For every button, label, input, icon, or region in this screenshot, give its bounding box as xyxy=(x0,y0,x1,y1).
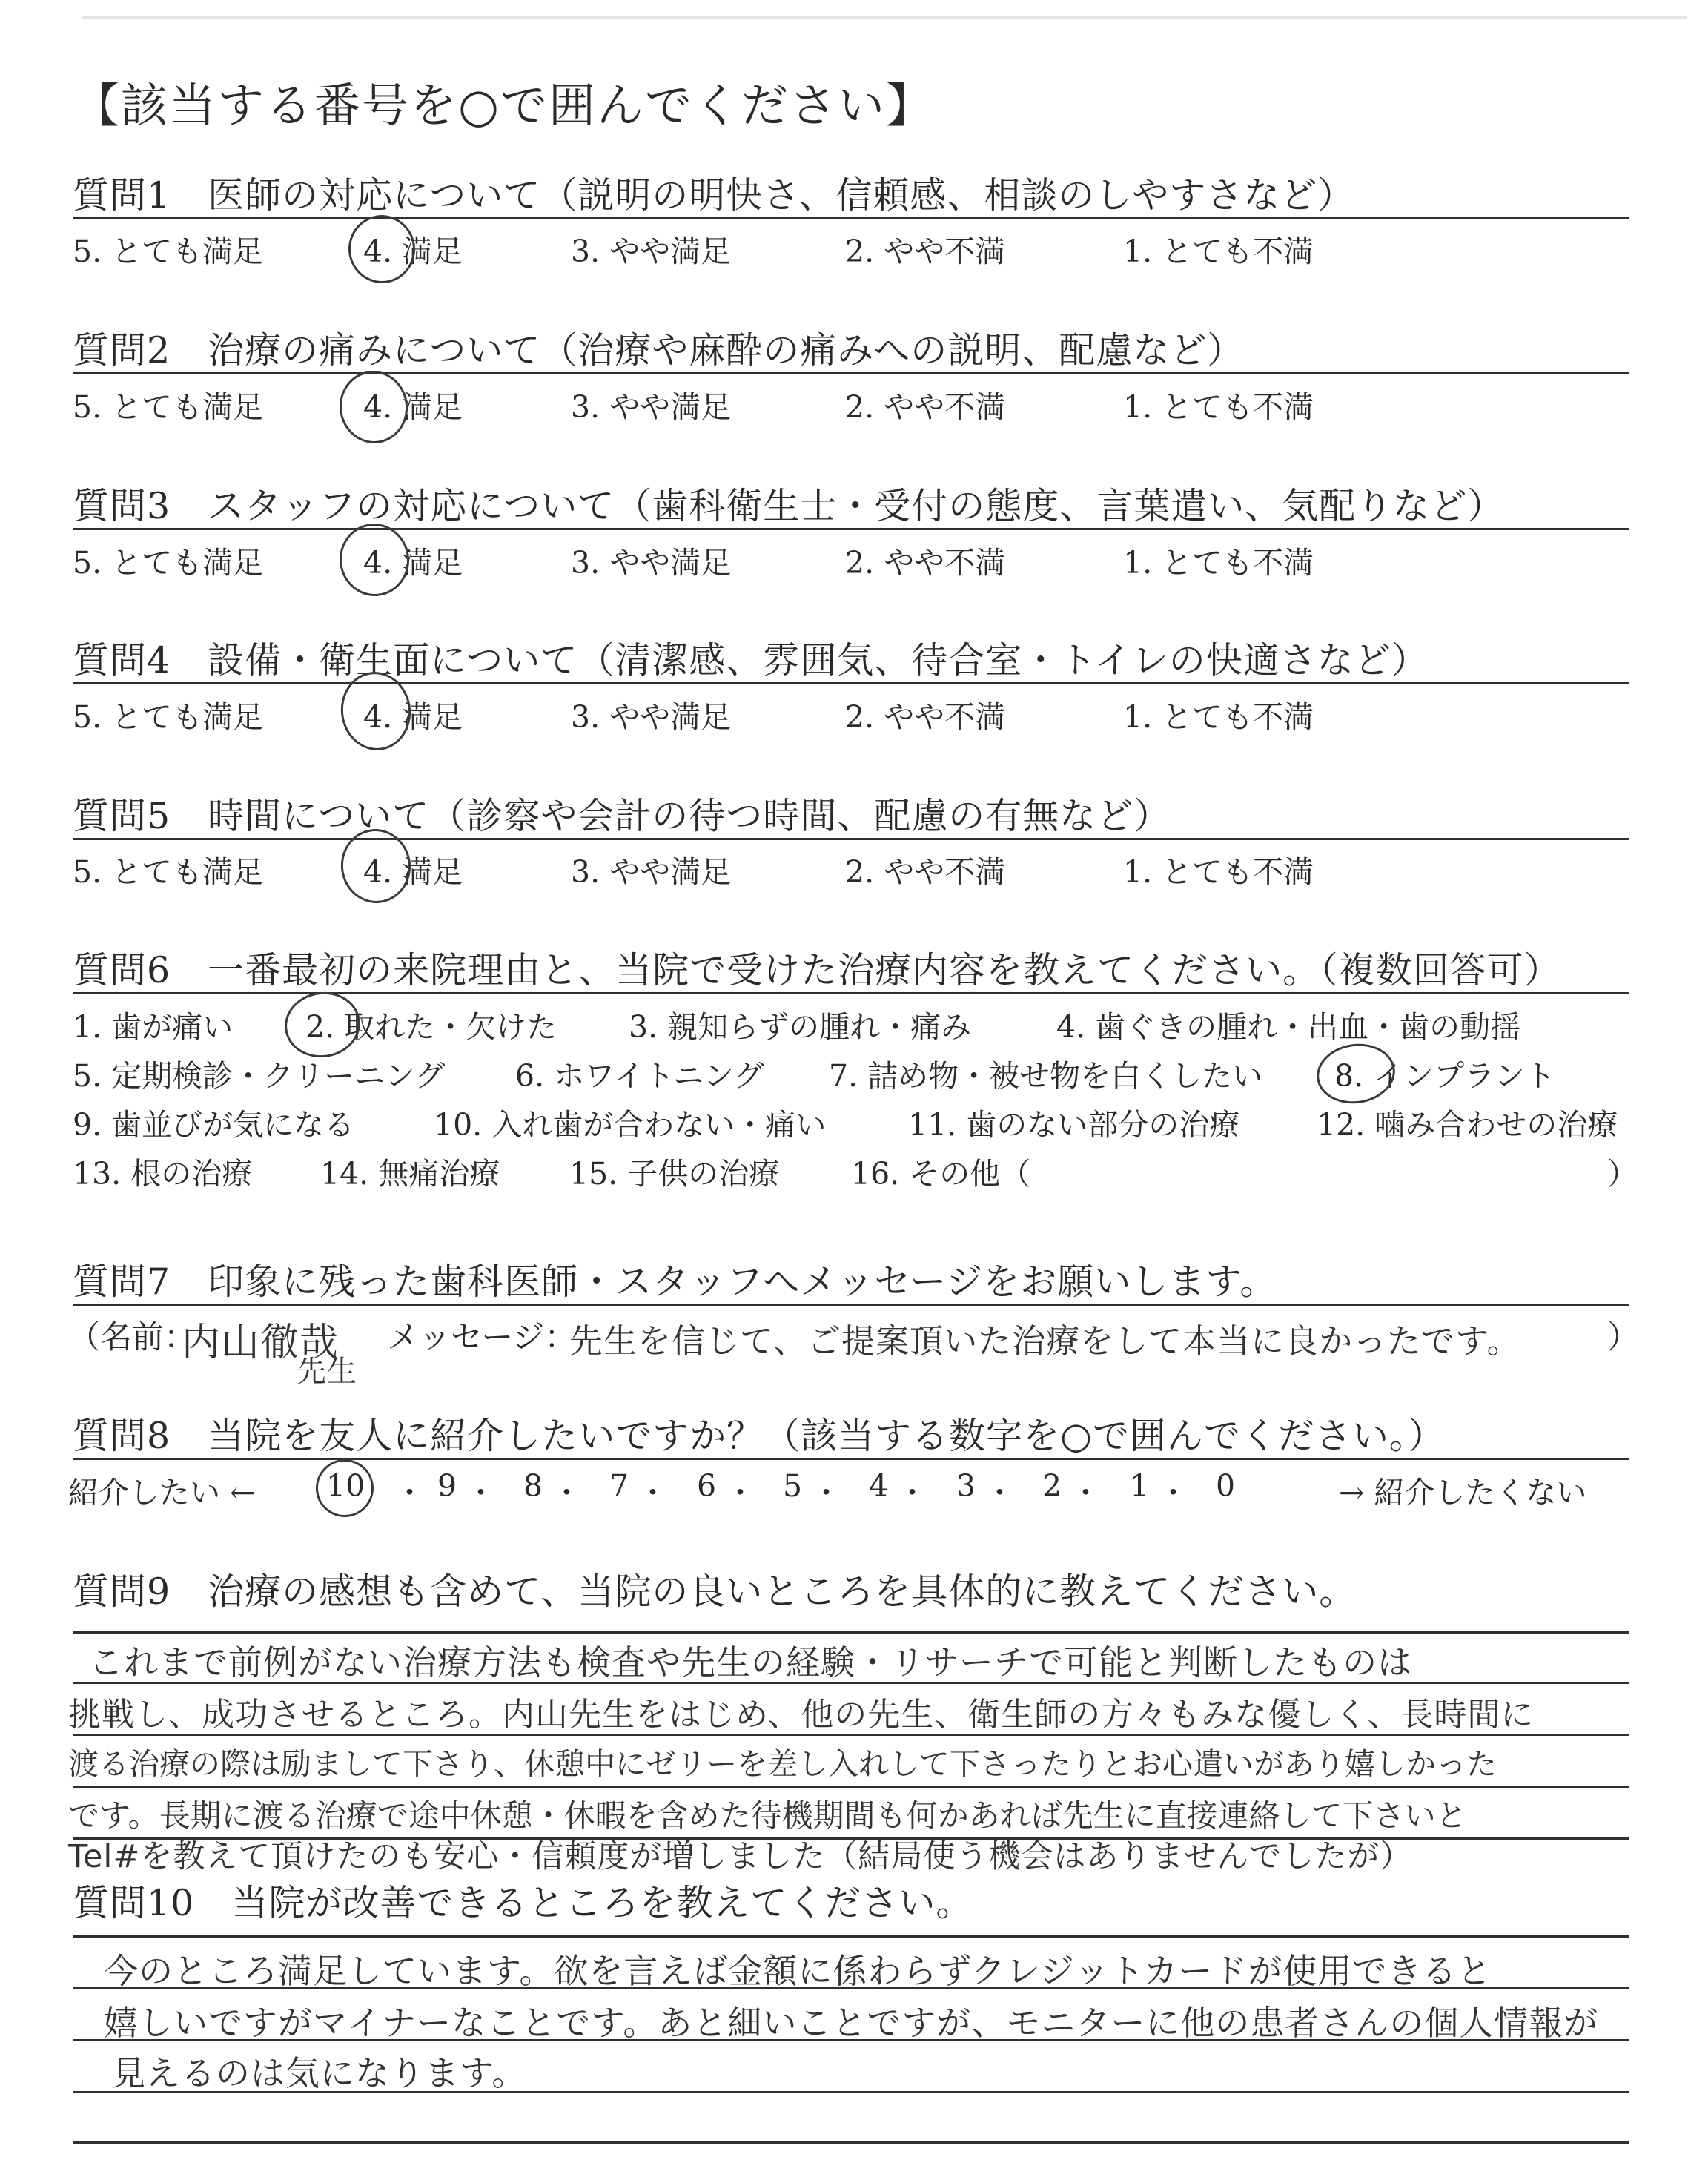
q8-scale-dot: ・ xyxy=(811,1475,841,1510)
question-2-label: 質問2 治療の痛みについて（治療や麻酔の痛みへの説明、配慮など） xyxy=(73,329,1245,371)
q8-scale-dot: ・ xyxy=(1070,1475,1101,1510)
q6-option-13: 13. 根の治療 xyxy=(73,1156,253,1192)
q9-line-1 xyxy=(73,1631,1629,1634)
q1-option-5: 5. とても満足 xyxy=(73,234,264,269)
q9-answer-line-1: これまで前例がない治療方法も検査や先生の経験・リサーチで可能と判断したものは xyxy=(89,1642,1413,1682)
q6-option-2: 2. 取れた・欠けた xyxy=(305,1009,557,1045)
q4-option-4: 4. 満足 xyxy=(363,699,463,735)
question-3-label: 質問3 スタッフの対応について（歯科衛生士・受付の態度、言葉遣い、気配りなど） xyxy=(73,485,1505,527)
question-2-rule xyxy=(73,372,1629,374)
q6-option-3: 3. 親知らずの腫れ・痛み xyxy=(629,1009,972,1045)
q6-option-7: 7. 詰め物・被せ物を白くしたい xyxy=(829,1058,1263,1094)
q6-option-16: 16. その他（ xyxy=(851,1156,1031,1192)
q8-scale-dot: ・ xyxy=(394,1475,425,1510)
q3-option-1: 1. とても不満 xyxy=(1123,545,1314,581)
q10-line-5 xyxy=(73,2141,1629,2144)
q3-option-5: 5. とても満足 xyxy=(73,545,264,581)
q8-scale-10: 10 xyxy=(326,1468,365,1504)
q10-answer-line-3: 見えるのは気になります。 xyxy=(111,2053,527,2093)
q8-scale-dot: ・ xyxy=(725,1475,755,1510)
question-4-label: 質問4 設備・衛生面について（清潔感、雰囲気、待合室・トイレの快適さなど） xyxy=(73,639,1429,681)
q9-answer-line-3: 渡る治療の際は励まして下さり、休憩中にゼリーを差し入れして下さったりとお心遣いがあり嬉しかった xyxy=(68,1746,1497,1782)
q8-scale-dot: ・ xyxy=(638,1475,668,1510)
q2-selection-circle xyxy=(335,366,413,448)
q5-option-5: 5. とても満足 xyxy=(73,854,264,890)
q3-selection-circle xyxy=(335,519,414,601)
q7-message-value: 先生を信じて、ご提案頂いた治療をして本当に良かったです。 xyxy=(569,1321,1521,1361)
q6-option-14: 14. 無痛治療 xyxy=(320,1156,500,1192)
q5-option-3: 3. やや満足 xyxy=(571,854,732,890)
page-top-edge xyxy=(82,16,1687,19)
q9-answer-line-2: 挑戦し、成功させるところ。内山先生をはじめ、他の先生、衛生師の方々もみな優しく、長時間に xyxy=(68,1696,1535,1734)
question-8-label: 質問8 当院を友人に紹介したいですか？（該当する数字を○で囲んでください。） xyxy=(73,1415,1446,1457)
q8-scale-7: 7 xyxy=(609,1468,629,1504)
q6-option-9: 9. 歯並びが気になる xyxy=(73,1107,355,1143)
q6-other-close: ） xyxy=(1607,1156,1638,1192)
q1-option-2: 2. やや不満 xyxy=(845,234,1006,269)
question-1-label: 質問1 医師の対応について（説明の明快さ、信頼感、相談のしやすさなど） xyxy=(73,174,1355,217)
q6-option-6: 6. ホワイトニング xyxy=(515,1058,764,1094)
q6-option-8: 8. インプラント xyxy=(1334,1058,1556,1094)
q10-answer-line-2: 嬉しいですがマイナーなことです。あと細いことですが、モニターに他の患者さんの個人情報が xyxy=(104,2003,1599,2043)
q10-line-1 xyxy=(73,1935,1629,1938)
question-3-rule xyxy=(73,528,1629,530)
question-5-label: 質問5 時間について（診察や会計の待つ時間、配慮の有無など） xyxy=(73,795,1171,837)
question-9-label: 質問9 治療の感想も含めて、当院の良いところを具体的に教えてください。 xyxy=(73,1571,1357,1613)
q2-option-4: 4. 満足 xyxy=(363,389,463,425)
q8-selection-circle xyxy=(312,1456,377,1521)
question-1-rule xyxy=(73,217,1629,219)
q2-option-3: 3. やや満足 xyxy=(571,389,732,425)
q3-option-3: 3. やや満足 xyxy=(571,545,732,581)
question-7-label: 質問7 印象に残った歯科医師・スタッフへメッセージをお願いします。 xyxy=(73,1261,1277,1303)
q8-scale-dot: ・ xyxy=(1158,1475,1188,1510)
q8-left-label: 紹介したい ← xyxy=(68,1475,256,1510)
q8-right-label: → 紹介したくない xyxy=(1339,1475,1587,1510)
q8-scale-3: 3 xyxy=(956,1468,976,1504)
q8-scale-0: 0 xyxy=(1216,1468,1236,1504)
q3-option-2: 2. やや不満 xyxy=(845,545,1006,581)
q6-option-11: 11. 歯のない部分の治療 xyxy=(908,1107,1240,1143)
q8-scale-1: 1 xyxy=(1130,1468,1150,1504)
q1-option-1: 1. とても不満 xyxy=(1123,234,1314,269)
page-heading: 【該当する番号を○で囲んでください】 xyxy=(73,79,934,133)
q4-option-5: 5. とても満足 xyxy=(73,699,264,735)
q1-option-4: 4. 満足 xyxy=(363,234,463,269)
q7-name-value: 内山徹哉 xyxy=(182,1321,340,1365)
q4-option-3: 3. やや満足 xyxy=(571,699,732,735)
question-5-rule xyxy=(73,838,1629,840)
q7-message-label: メッセージ： xyxy=(387,1319,577,1356)
q9-line-4 xyxy=(73,1786,1629,1788)
q4-option-1: 1. とても不満 xyxy=(1123,699,1314,735)
q6-option-10: 10. 入れ歯が合わない・痛い xyxy=(434,1107,827,1143)
q8-scale-dot: ・ xyxy=(466,1475,496,1510)
question-8-rule xyxy=(73,1458,1629,1460)
question-6-label: 質問6 一番最初の来院理由と、当院で受けた治療内容を教えてください。（複数回答可） xyxy=(73,949,1561,991)
q6-option-12: 12. 噛み合わせの治療 xyxy=(1317,1107,1618,1143)
q8-scale-dot: ・ xyxy=(984,1475,1015,1510)
q5-option-1: 1. とても不満 xyxy=(1123,854,1314,890)
q6-option-1: 1. 歯が痛い xyxy=(73,1009,234,1045)
q10-answer-line-1: 今のところ満足しています。欲を言えば金額に係わらずクレジットカードが使用できると xyxy=(104,1951,1492,1991)
question-6-rule xyxy=(73,992,1629,994)
q2-option-5: 5. とても満足 xyxy=(73,389,264,425)
question-10-label: 質問10 当院が改善できるところを教えてください。 xyxy=(73,1882,973,1924)
q8-scale-dot: ・ xyxy=(897,1475,927,1510)
q1-selection-circle xyxy=(344,211,420,288)
question-4-rule xyxy=(73,682,1629,684)
q6-option-15: 15. 子供の治療 xyxy=(569,1156,780,1192)
q4-option-2: 2. やや不満 xyxy=(845,699,1006,735)
q8-scale-2: 2 xyxy=(1042,1468,1062,1504)
q2-option-2: 2. やや不満 xyxy=(845,389,1006,425)
q8-scale-5: 5 xyxy=(783,1468,803,1504)
q8-scale-6: 6 xyxy=(697,1468,717,1504)
q6-selection-circle-8 xyxy=(1313,1039,1399,1109)
q8-scale-4: 4 xyxy=(869,1468,889,1504)
q2-option-1: 1. とても不満 xyxy=(1123,389,1314,425)
q6-option-5: 5. 定期検診・クリーニング xyxy=(73,1058,446,1094)
q1-option-3: 3. やや満足 xyxy=(571,234,732,269)
q8-scale-dot: ・ xyxy=(552,1475,582,1510)
q8-scale-8: 8 xyxy=(523,1468,543,1504)
q7-name-suffix: 先生 xyxy=(297,1355,357,1389)
q7-name-label: （名前： xyxy=(68,1319,196,1356)
q8-scale-9: 9 xyxy=(437,1468,457,1504)
question-7-rule xyxy=(73,1304,1629,1306)
q9-answer-line-5: Tel#を教えて頂けたのも安心・信頼度が増しました（結局使う機会はありませんでしたが） xyxy=(68,1838,1413,1875)
q6-option-4: 4. 歯ぐきの腫れ・出血・歯の動揺 xyxy=(1056,1009,1521,1045)
q9-answer-line-4: です。長期に渡る治療で途中休憩・休暇を含めた待機期間も何かあれば先生に直接連絡して下さいと xyxy=(68,1797,1467,1834)
q5-option-2: 2. やや不満 xyxy=(845,854,1006,890)
q5-option-4: 4. 満足 xyxy=(363,854,463,890)
q3-option-4: 4. 満足 xyxy=(363,545,463,581)
q7-close: ） xyxy=(1607,1319,1639,1356)
